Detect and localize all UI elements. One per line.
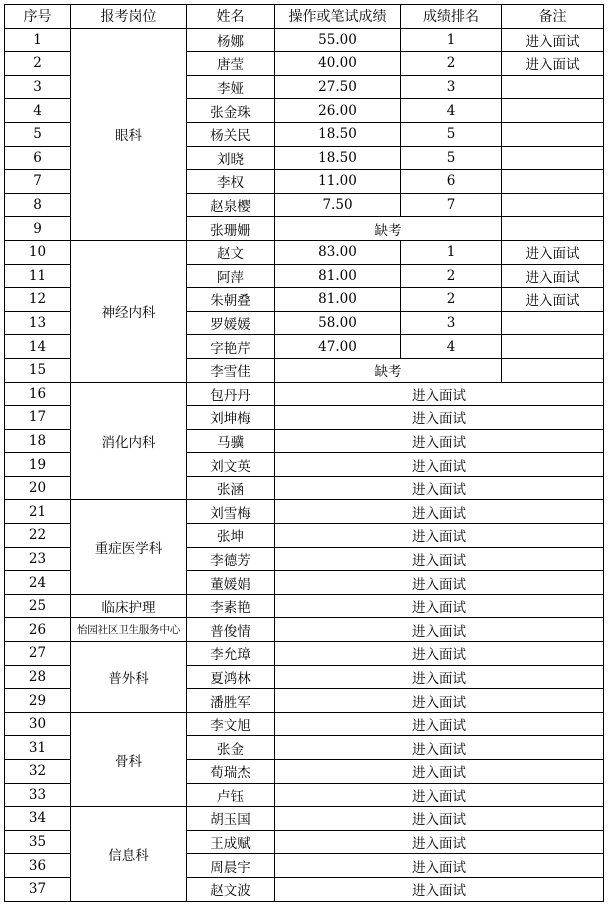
table-row [5, 712, 604, 736]
result-cell: 进入面试 [275, 453, 604, 477]
row-number: 25 [5, 594, 71, 618]
row-number: 33 [5, 783, 71, 807]
table-row [5, 642, 604, 666]
header-remark: 备注 [502, 5, 604, 29]
row-number: 28 [5, 665, 71, 689]
row-number: 34 [5, 807, 71, 831]
row-number: 6 [5, 146, 71, 170]
candidate-name: 夏鸿林 [187, 665, 275, 689]
remark-cell [502, 146, 604, 170]
candidate-name: 刘雪梅 [187, 500, 275, 524]
candidate-name: 张珊姗 [187, 217, 275, 241]
score-cell: 18.50 [275, 146, 401, 170]
candidate-name: 周晨宇 [187, 854, 275, 878]
row-number: 17 [5, 406, 71, 430]
rank-cell: 3 [401, 311, 502, 335]
row-number: 24 [5, 571, 71, 595]
score-cell: 27.50 [275, 75, 401, 99]
candidate-name: 赵文波 [187, 877, 275, 901]
result-cell: 进入面试 [275, 830, 604, 854]
row-number: 2 [5, 52, 71, 76]
remark-cell [502, 99, 604, 123]
absent-cell: 缺考 [275, 358, 502, 382]
candidate-name: 朱朝叠 [187, 288, 275, 312]
remark-cell [502, 311, 604, 335]
result-cell: 进入面试 [275, 429, 604, 453]
result-cell: 进入面试 [275, 547, 604, 571]
candidate-name: 李德芳 [187, 547, 275, 571]
candidate-name: 荀瑞杰 [187, 760, 275, 784]
row-number: 10 [5, 240, 71, 264]
row-number: 31 [5, 736, 71, 760]
candidate-name: 潘胜军 [187, 689, 275, 713]
dept-cell: 眼科 [71, 28, 187, 240]
row-number: 14 [5, 335, 71, 359]
candidate-name: 刘文英 [187, 453, 275, 477]
absent-cell: 缺考 [275, 217, 502, 241]
candidate-name: 杨娜 [187, 28, 275, 52]
dept-cell: 信息科 [71, 807, 187, 901]
candidate-name: 阿萍 [187, 264, 275, 288]
score-cell: 11.00 [275, 170, 401, 194]
row-number: 26 [5, 618, 71, 642]
result-cell: 进入面试 [275, 712, 604, 736]
candidate-name: 普俊情 [187, 618, 275, 642]
row-number: 22 [5, 524, 71, 548]
result-cell: 进入面试 [275, 476, 604, 500]
rank-cell: 3 [401, 75, 502, 99]
row-number: 18 [5, 429, 71, 453]
header-no: 序号 [5, 5, 71, 29]
row-number: 37 [5, 877, 71, 901]
row-number: 11 [5, 264, 71, 288]
result-cell: 进入面试 [275, 500, 604, 524]
row-number: 13 [5, 311, 71, 335]
header-dept: 报考岗位 [71, 5, 187, 29]
header-name: 姓名 [187, 5, 275, 29]
score-cell: 7.50 [275, 193, 401, 217]
candidate-name: 李素艳 [187, 594, 275, 618]
result-cell: 进入面试 [275, 524, 604, 548]
candidate-name: 李文旭 [187, 712, 275, 736]
result-cell: 进入面试 [275, 736, 604, 760]
rank-cell: 5 [401, 122, 502, 146]
candidate-name: 胡玉国 [187, 807, 275, 831]
dept-cell: 怡园社区卫生服务中心 [71, 618, 187, 642]
candidate-name: 李娅 [187, 75, 275, 99]
rank-cell: 1 [401, 240, 502, 264]
candidate-name: 董媛娟 [187, 571, 275, 595]
result-cell: 进入面试 [275, 783, 604, 807]
score-cell: 26.00 [275, 99, 401, 123]
remark-cell [502, 358, 604, 382]
candidate-name: 张涵 [187, 476, 275, 500]
table-row [5, 28, 604, 52]
table-row [5, 618, 604, 642]
rank-cell: 5 [401, 146, 502, 170]
candidate-name: 罗媛媛 [187, 311, 275, 335]
result-cell: 进入面试 [275, 854, 604, 878]
dept-cell: 神经内科 [71, 240, 187, 382]
candidate-name: 刘坤梅 [187, 406, 275, 430]
row-number: 23 [5, 547, 71, 571]
candidate-name: 赵泉樱 [187, 193, 275, 217]
rank-cell: 2 [401, 288, 502, 312]
row-number: 5 [5, 122, 71, 146]
candidate-name: 李允璋 [187, 642, 275, 666]
result-cell: 进入面试 [275, 642, 604, 666]
header-rank: 成绩排名 [401, 5, 502, 29]
result-cell: 进入面试 [275, 807, 604, 831]
row-number: 30 [5, 712, 71, 736]
row-number: 9 [5, 217, 71, 241]
table-row [5, 594, 604, 618]
result-cell: 进入面试 [275, 406, 604, 430]
row-number: 1 [5, 28, 71, 52]
row-number: 19 [5, 453, 71, 477]
rank-cell: 2 [401, 264, 502, 288]
table-row [5, 382, 604, 406]
candidate-name: 包丹丹 [187, 382, 275, 406]
candidate-name: 杨关民 [187, 122, 275, 146]
remark-cell: 进入面试 [502, 288, 604, 312]
result-cell: 进入面试 [275, 594, 604, 618]
candidate-name: 张坤 [187, 524, 275, 548]
candidate-name: 赵文 [187, 240, 275, 264]
candidate-name: 刘晓 [187, 146, 275, 170]
table-row [5, 500, 604, 524]
dept-cell: 消化内科 [71, 382, 187, 500]
remark-cell: 进入面试 [502, 52, 604, 76]
result-cell: 进入面试 [275, 618, 604, 642]
table-row [5, 240, 604, 264]
score-cell: 58.00 [275, 311, 401, 335]
header-score: 操作或笔试成绩 [275, 5, 401, 29]
remark-cell: 进入面试 [502, 264, 604, 288]
row-number: 29 [5, 689, 71, 713]
row-number: 8 [5, 193, 71, 217]
candidate-name: 字艳芹 [187, 335, 275, 359]
remark-cell [502, 335, 604, 359]
score-cell: 18.50 [275, 122, 401, 146]
score-cell: 47.00 [275, 335, 401, 359]
row-number: 16 [5, 382, 71, 406]
rank-cell: 1 [401, 28, 502, 52]
rank-cell: 4 [401, 99, 502, 123]
row-number: 32 [5, 760, 71, 784]
score-cell: 83.00 [275, 240, 401, 264]
row-number: 27 [5, 642, 71, 666]
candidate-name: 李权 [187, 170, 275, 194]
row-number: 15 [5, 358, 71, 382]
result-cell: 进入面试 [275, 382, 604, 406]
rank-cell: 6 [401, 170, 502, 194]
dept-cell: 普外科 [71, 642, 187, 713]
candidate-name: 王成赋 [187, 830, 275, 854]
remark-cell [502, 75, 604, 99]
row-number: 12 [5, 288, 71, 312]
row-number: 21 [5, 500, 71, 524]
rank-cell: 2 [401, 52, 502, 76]
dept-cell: 骨科 [71, 712, 187, 806]
score-cell: 55.00 [275, 28, 401, 52]
remark-cell [502, 193, 604, 217]
row-number: 35 [5, 830, 71, 854]
remark-cell: 进入面试 [502, 28, 604, 52]
candidate-name: 张金 [187, 736, 275, 760]
row-number: 7 [5, 170, 71, 194]
dept-cell: 临床护理 [71, 594, 187, 618]
result-cell: 进入面试 [275, 665, 604, 689]
row-number: 20 [5, 476, 71, 500]
row-number: 36 [5, 854, 71, 878]
remark-cell [502, 122, 604, 146]
row-number: 4 [5, 99, 71, 123]
row-number: 3 [5, 75, 71, 99]
remark-cell [502, 217, 604, 241]
rank-cell: 4 [401, 335, 502, 359]
remark-cell [502, 170, 604, 194]
results-table [4, 4, 604, 902]
score-cell: 81.00 [275, 288, 401, 312]
result-cell: 进入面试 [275, 571, 604, 595]
dept-cell: 重症医学科 [71, 500, 187, 594]
rank-cell: 7 [401, 193, 502, 217]
candidate-name: 李雪佳 [187, 358, 275, 382]
table-body [5, 28, 604, 901]
candidate-name: 唐莹 [187, 52, 275, 76]
remark-cell: 进入面试 [502, 240, 604, 264]
score-cell: 81.00 [275, 264, 401, 288]
candidate-name: 张金珠 [187, 99, 275, 123]
score-cell: 40.00 [275, 52, 401, 76]
result-cell: 进入面试 [275, 760, 604, 784]
result-cell: 进入面试 [275, 877, 604, 901]
result-cell: 进入面试 [275, 689, 604, 713]
header-row [5, 5, 604, 29]
candidate-name: 马骥 [187, 429, 275, 453]
candidate-name: 卢钰 [187, 783, 275, 807]
table-row [5, 807, 604, 831]
